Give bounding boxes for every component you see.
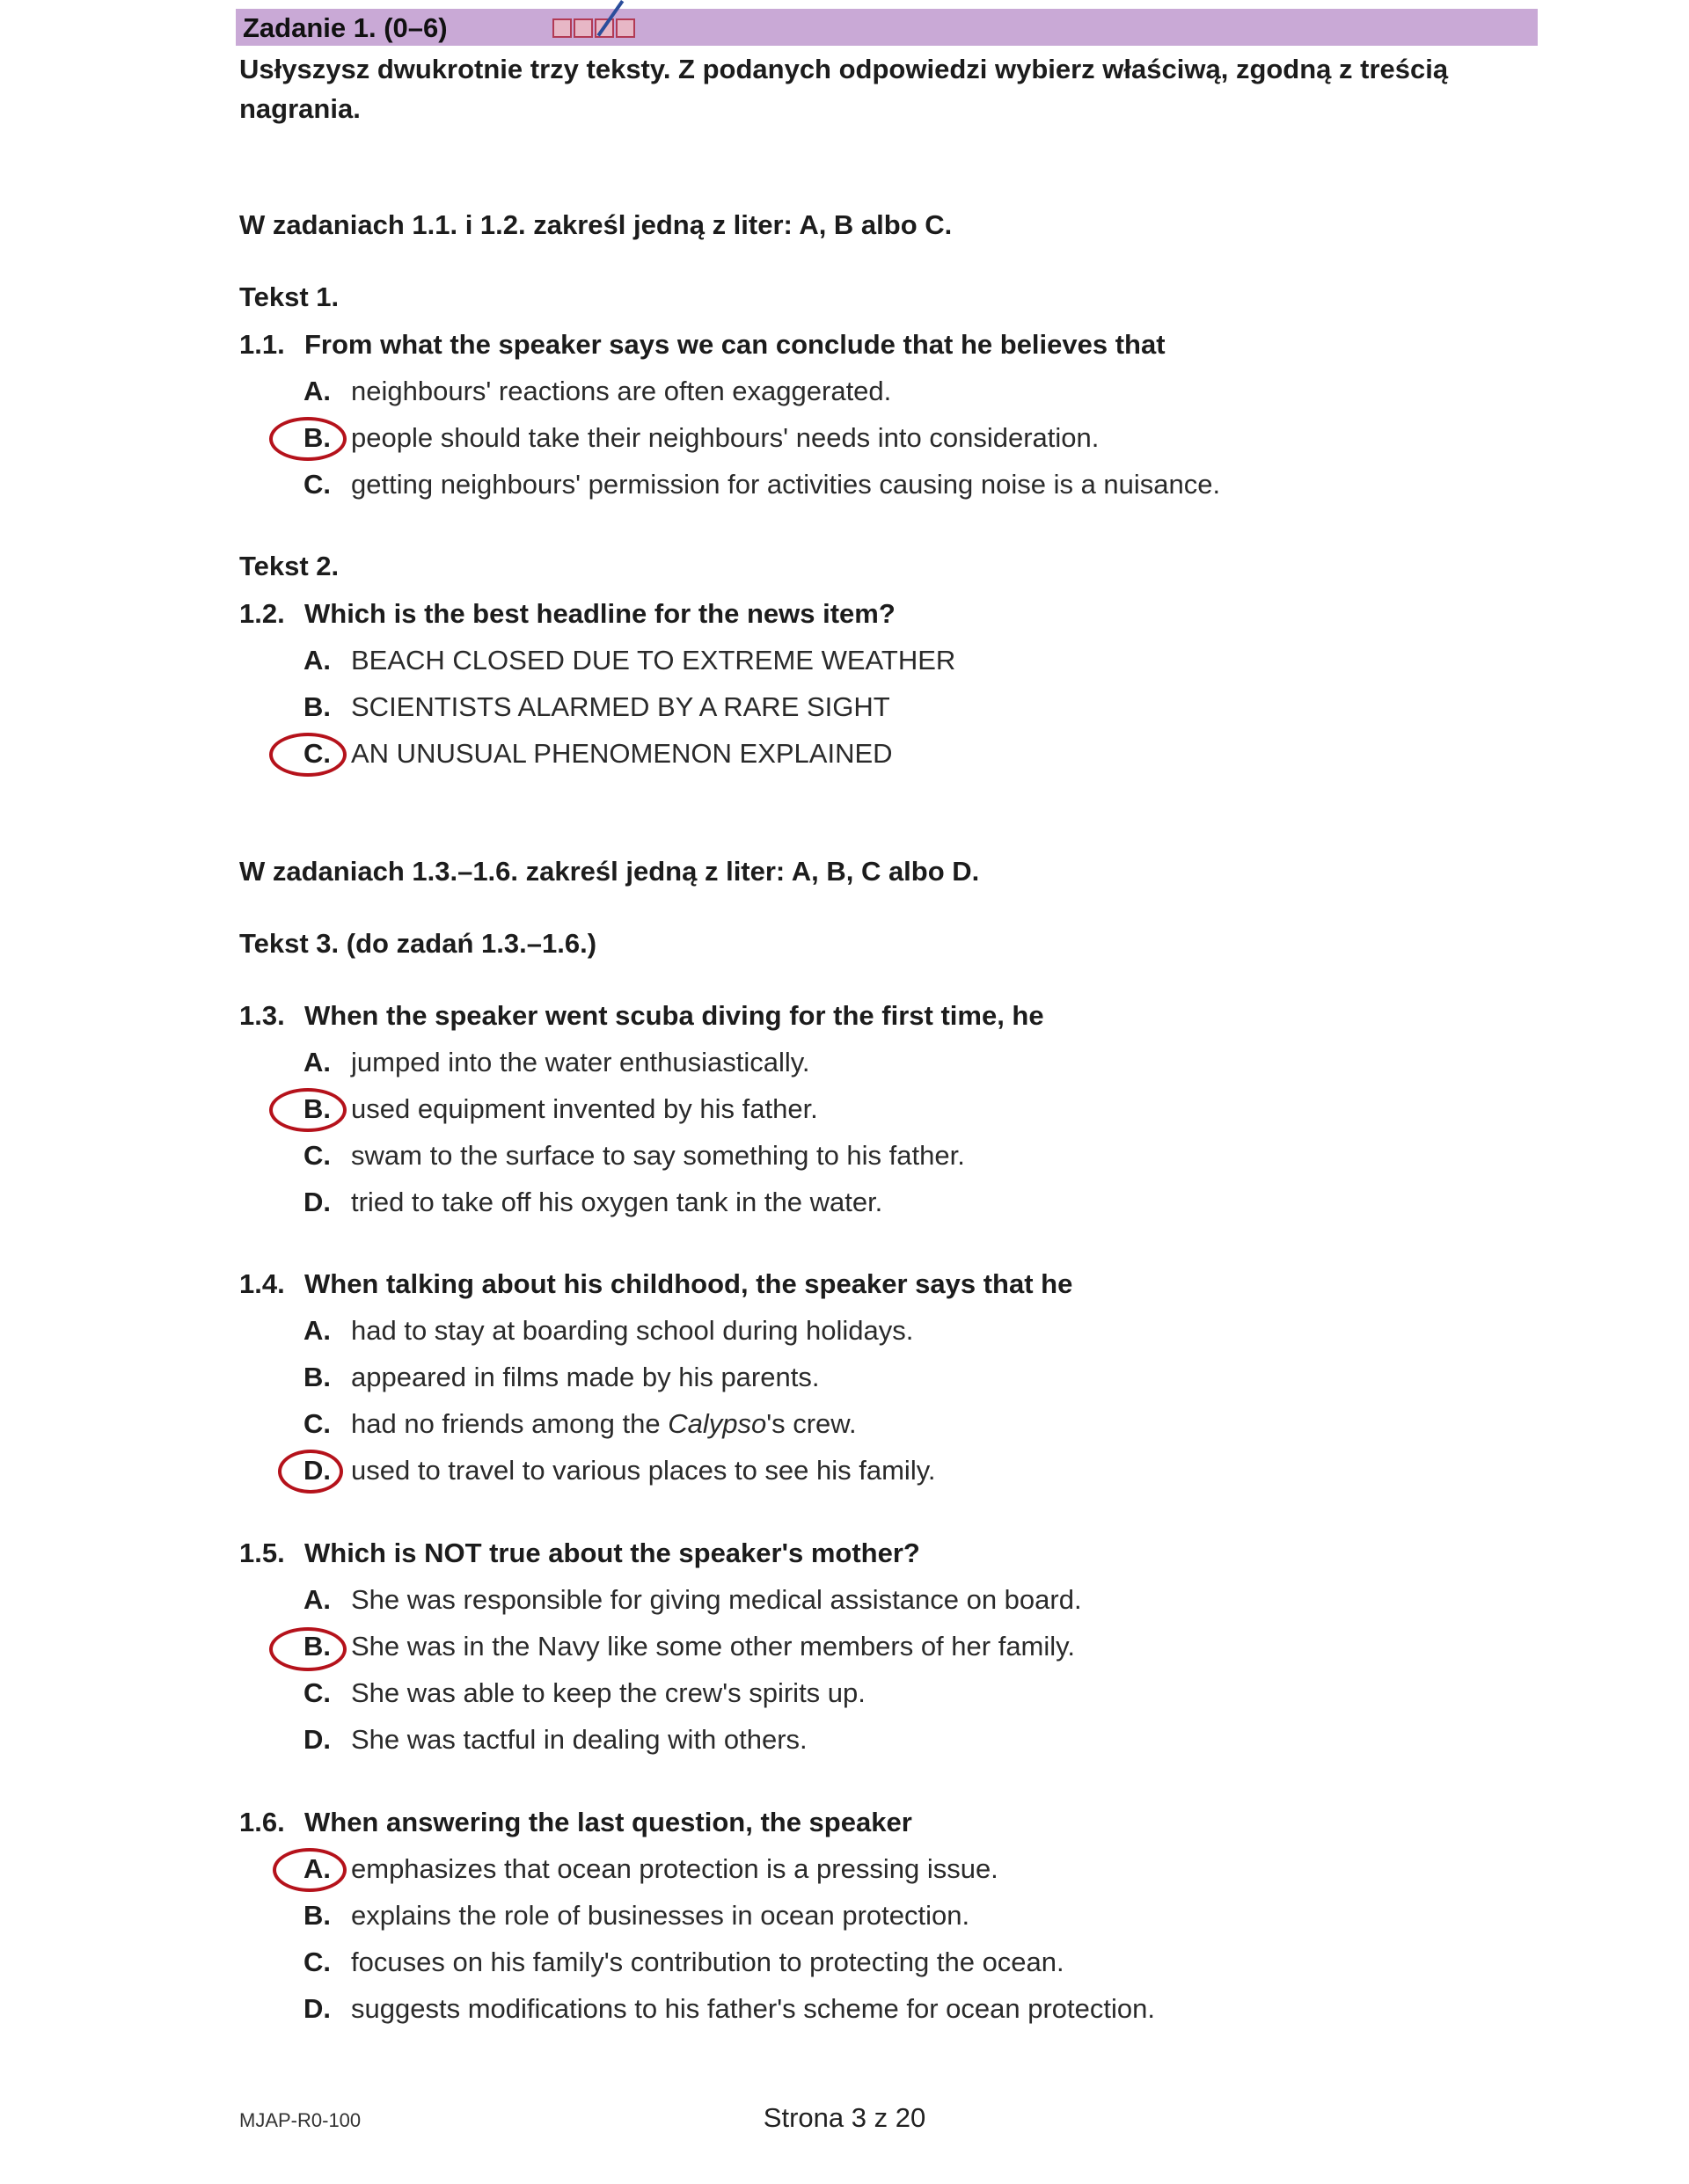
option-letter: C. [303,1677,331,1708]
question-text: When talking about his childhood, the speaker says that he [304,1268,1073,1299]
option-letter: A. [303,1047,331,1077]
option-letter: A. [303,1315,331,1346]
option-1-3-d[interactable] [303,1187,882,1218]
question-1-5 [239,1538,920,1569]
option-1-5-b[interactable] [303,1631,1075,1662]
option-text: AN UNUSUAL PHENOMENON EXPLAINED [351,738,893,769]
task-title: Zadanie 1. (0–6) [243,12,448,43]
option-text: jumped into the water enthusiastically. [351,1047,810,1077]
question-number: 1.6. [239,1807,285,1837]
option-letter: B. [303,1631,331,1662]
option-1-4-b[interactable] [303,1362,819,1393]
option-text: explains the role of businesses in ocean protection. [351,1900,970,1931]
option-text: people should take their neighbours' needs into consideration. [351,422,1100,453]
section2-instruction: W zadaniach 1.3.–1.6. zakreśl jedną z liter: A, B, C albo D. [239,856,980,887]
answer-circle-1-3 [269,1088,347,1132]
page-number: Strona 3 z 20 [763,2102,926,2133]
option-letter: B. [303,1900,331,1931]
question-number: 1.5. [239,1538,285,1568]
section1-instruction: W zadaniach 1.1. i 1.2. zakreśl jedną z liter: A, B albo C. [239,209,953,240]
option-text: suggests modifications to his father's scheme for ocean protection. [351,1993,1156,2024]
option-text-before: had no friends among the [351,1408,669,1439]
option-1-4-a[interactable] [303,1315,913,1347]
option-text: BEACH CLOSED DUE TO EXTREME WEATHER [351,645,956,676]
score-box[interactable] [616,18,635,38]
option-letter: B. [303,1362,331,1392]
option-letter: D. [303,1993,331,2024]
answer-circle-1-6 [273,1848,347,1892]
option-1-4-d[interactable] [303,1455,936,1486]
option-text: SCIENTISTS ALARMED BY A RARE SIGHT [351,691,890,722]
option-text: She was tactful in dealing with others. [351,1724,808,1755]
option-1-3-a[interactable] [303,1047,810,1078]
option-text: She was able to keep the crew's spirits up. [351,1677,866,1708]
question-1-1 [239,329,1166,361]
score-box[interactable] [552,18,572,38]
option-text: had to stay at boarding school during holidays. [351,1315,914,1346]
text3-label: Tekst 3. (do zadań 1.3.–1.6.) [239,928,597,959]
option-1-6-b[interactable] [303,1900,969,1932]
option-letter: C. [303,469,331,500]
option-text: tried to take off his oxygen tank in the water. [351,1187,883,1217]
option-letter: A. [303,645,331,676]
option-1-4-c[interactable] [303,1408,857,1440]
option-text: focuses on his family's contribution to protecting the ocean. [351,1947,1064,1977]
option-letter: A. [303,1584,331,1615]
score-boxes [552,18,635,38]
question-1-2 [239,598,896,630]
option-1-5-a[interactable] [303,1584,1082,1616]
question-text: When answering the last question, the speaker [304,1807,912,1837]
option-1-6-a[interactable] [303,1853,998,1885]
option-1-2-c[interactable] [303,738,893,770]
option-1-6-c[interactable] [303,1947,1064,1978]
option-text-italic: Calypso [668,1408,767,1439]
option-letter: B. [303,422,331,453]
option-1-5-d[interactable] [303,1724,808,1756]
option-text: used to travel to various places to see his family. [351,1455,936,1486]
option-1-5-c[interactable] [303,1677,866,1709]
exam-code: MJAP-R0-100 [239,2109,362,2131]
option-text: appeared in films made by his parents. [351,1362,820,1392]
question-1-6 [239,1807,912,1838]
option-1-2-b[interactable] [303,691,890,723]
option-text: emphasizes that ocean protection is a pressing issue. [351,1853,998,1884]
option-1-1-c[interactable] [303,469,1220,500]
option-letter: A. [303,376,331,406]
question-1-4 [239,1268,1072,1300]
option-letter: B. [303,691,331,722]
option-text: getting neighbours' permission for activities causing noise is a nuisance. [351,469,1221,500]
option-letter: C. [303,1947,331,1977]
option-text: She was in the Navy like some other members of her family. [351,1631,1075,1662]
question-number: 1.3. [239,1000,285,1031]
option-1-2-a[interactable] [303,645,955,676]
option-text: swam to the surface to say something to his father. [351,1140,965,1171]
question-text: Which is NOT true about the speaker's mother? [304,1538,920,1568]
answer-circle-1-2 [269,733,347,777]
option-text: used equipment invented by his father. [351,1093,818,1124]
answer-circle-1-1 [269,417,347,461]
option-1-6-d[interactable] [303,1993,1155,2025]
question-1-3 [239,1000,1044,1032]
option-letter: C. [303,1408,331,1439]
option-letter: D. [303,1724,331,1755]
task-header [236,9,1538,46]
option-text-after: 's crew. [766,1408,857,1439]
option-letter: A. [303,1853,331,1884]
option-1-1-a[interactable] [303,376,891,407]
task-instruction: Usłyszysz dwukrotnie trzy teksty. Z podanych odpowiedzi wybierz właściwą, zgodną z treścią nagrania. [239,54,1449,124]
option-letter: B. [303,1093,331,1124]
option-letter: C. [303,1140,331,1171]
option-text: She was responsible for giving medical assistance on board. [351,1584,1082,1615]
answer-circle-1-4 [278,1450,343,1494]
question-text: When the speaker went scuba diving for the first time, he [304,1000,1044,1031]
question-text: From what the speaker says we can conclude that he believes that [304,329,1166,360]
option-1-1-b[interactable] [303,422,1099,454]
option-1-3-c[interactable] [303,1140,965,1172]
text1-label: Tekst 1. [239,281,340,312]
score-box[interactable] [574,18,593,38]
question-number: 1.2. [239,598,285,629]
question-number: 1.4. [239,1268,285,1299]
answer-circle-1-5 [269,1627,347,1671]
question-number: 1.1. [239,329,285,360]
option-text: neighbours' reactions are often exaggerated. [351,376,892,406]
option-1-3-b[interactable] [303,1093,818,1125]
option-letter: D. [303,1455,331,1486]
question-text: Which is the best headline for the news item? [304,598,896,629]
option-letter: C. [303,738,331,769]
text2-label: Tekst 2. [239,551,340,581]
option-letter: D. [303,1187,331,1217]
